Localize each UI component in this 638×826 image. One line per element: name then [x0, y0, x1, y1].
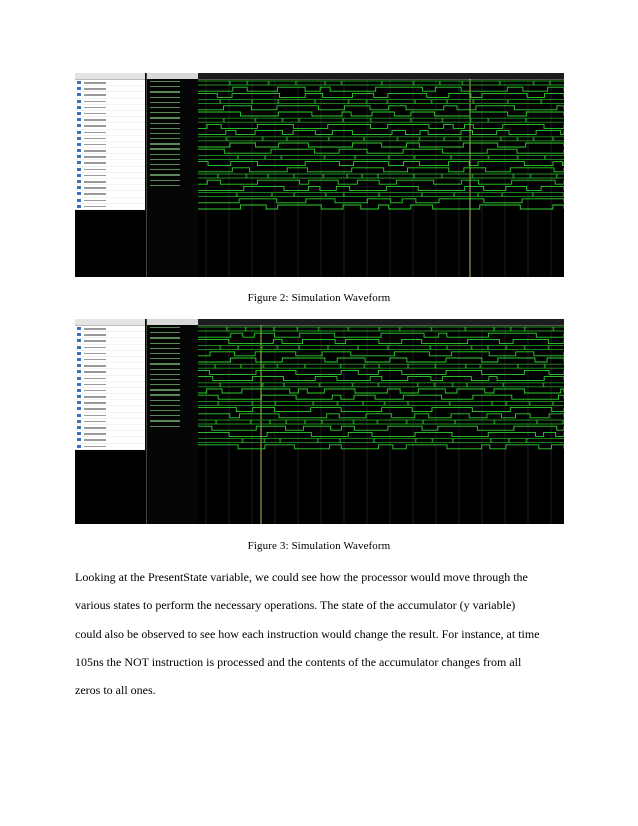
signal-trace — [198, 118, 564, 122]
signal-trace — [198, 124, 564, 128]
signal-trace — [198, 333, 564, 337]
signal-trace — [198, 199, 564, 203]
signal-trace — [198, 137, 564, 141]
signal-value-column — [146, 319, 199, 524]
paragraph-line: zeros to all ones. — [75, 683, 156, 698]
waveform-area — [198, 73, 564, 277]
figure-2-caption: Figure 2: Simulation Waveform — [247, 292, 391, 304]
column-header — [75, 319, 145, 326]
signal-name-row — [75, 204, 145, 210]
signal-trace — [198, 445, 564, 449]
signal-value-row — [147, 183, 198, 188]
signal-trace — [198, 205, 564, 209]
signal-trace — [198, 149, 564, 153]
signal-trace — [198, 81, 564, 85]
signal-trace — [198, 439, 564, 443]
signal-trace — [198, 408, 564, 412]
signal-trace — [198, 100, 564, 104]
signal-trace — [198, 180, 564, 184]
signal-trace — [198, 193, 564, 197]
simulation-waveform-figure-2 — [75, 73, 564, 277]
signal-trace — [198, 414, 564, 418]
waveform-traces — [198, 319, 564, 524]
signal-trace — [198, 131, 564, 135]
waveform-area — [198, 319, 564, 524]
signal-trace — [198, 389, 564, 393]
signal-name-row — [75, 444, 145, 450]
signal-trace — [198, 106, 564, 110]
body-paragraph — [75, 563, 565, 704]
signal-trace — [198, 352, 564, 356]
signal-trace — [198, 162, 564, 166]
signal-trace — [198, 168, 564, 172]
signal-trace — [198, 377, 564, 381]
signal-trace — [198, 186, 564, 190]
signal-trace — [198, 339, 564, 343]
signal-name-column — [75, 319, 145, 450]
signal-trace — [198, 358, 564, 362]
paragraph-line: various states to perform the necessary operations. The state of the accumulator (y variable) — [75, 598, 516, 613]
paragraph-line: 105ns the NOT instruction is processed and the contents of the accumulator changes from all — [75, 654, 522, 669]
signal-trace — [198, 420, 564, 424]
signal-trace — [198, 155, 564, 159]
signal-trace — [198, 401, 564, 405]
paragraph-line: could also be observed to see how each instruction would change the result. For instance, at time — [75, 626, 540, 641]
signal-trace — [198, 93, 564, 97]
signal-name-column — [75, 73, 145, 210]
signal-trace — [198, 432, 564, 436]
figure-3-caption: Figure 3: Simulation Waveform — [247, 540, 391, 552]
signal-trace — [198, 370, 564, 374]
signal-trace — [198, 112, 564, 116]
signal-trace — [198, 383, 564, 387]
signal-trace — [198, 364, 564, 368]
simulation-waveform-figure-3 — [75, 319, 564, 524]
signal-value-column — [146, 73, 199, 277]
signal-trace — [198, 346, 564, 350]
waveform-traces — [198, 73, 564, 277]
signal-trace — [198, 327, 564, 331]
signal-trace — [198, 87, 564, 91]
signal-trace — [198, 143, 564, 147]
signal-value-row — [147, 424, 198, 429]
column-header — [75, 73, 145, 80]
signal-trace — [198, 395, 564, 399]
paragraph-line: Looking at the PresentState variable, we could see how the processor would move through the — [75, 570, 528, 584]
signal-trace — [198, 174, 564, 178]
signal-trace — [198, 426, 564, 430]
